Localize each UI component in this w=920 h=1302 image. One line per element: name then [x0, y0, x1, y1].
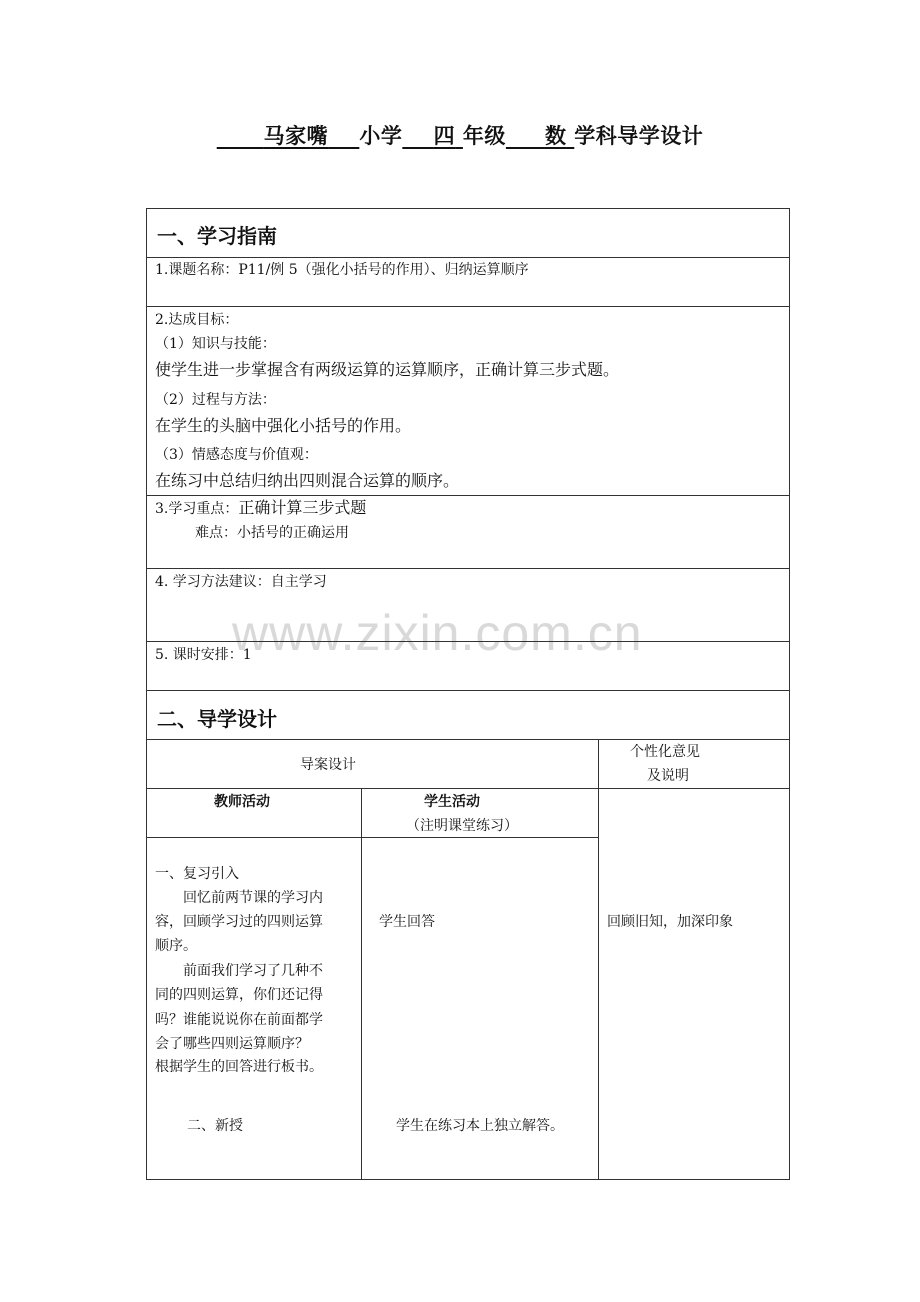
note-text: 回顾旧知，加深印象 [607, 914, 733, 930]
school-suffix: 小学 [359, 124, 403, 148]
study-method: 4. 学习方法建议：自主学习 [155, 574, 327, 590]
row-divider [146, 739, 790, 740]
row-divider [146, 788, 790, 789]
difficulty: 难点：小括号的正确运用 [195, 525, 349, 541]
student-answer: 学生回答 [379, 914, 435, 930]
row-divider [146, 641, 790, 642]
row-divider [146, 495, 790, 496]
row-divider [146, 690, 790, 691]
class-hours: 5. 课时安排：1 [155, 647, 252, 663]
watermark: www.zixin.com.cn [232, 605, 643, 661]
emotion-label: （3）情感态度与价值观： [155, 447, 318, 463]
key-point [155, 498, 366, 519]
grade-value: 四 [433, 124, 456, 148]
teacher-line: 吗？谁能说说你在前面都学 [155, 1012, 323, 1028]
goals-label: 2.达成目标： [155, 312, 239, 328]
process-label: （2）过程与方法： [155, 392, 276, 408]
teacher-line: 根据学生的回答进行板书。 [155, 1059, 323, 1075]
row-divider [146, 568, 790, 569]
notes-header-line2: 及说明 [647, 768, 689, 784]
teacher-new-lesson: 二、新授 [187, 1118, 243, 1134]
row-divider [146, 257, 790, 258]
lesson-topic: 1.课题名称：P11/例 5（强化小括号的作用）、归纳运算顺序 [155, 262, 529, 278]
teacher-line: 一、复习引入 [155, 866, 239, 882]
grade-suffix: 年级 [462, 124, 506, 148]
teacher-line: 前面我们学习了几种不 [155, 963, 323, 979]
process-goal: 在学生的头脑中强化小括号的作用。 [155, 416, 412, 435]
notes-header-line1: 个性化意见 [630, 744, 700, 760]
teacher-line: 同的四则运算，你们还记得 [155, 987, 323, 1003]
column-divider [598, 739, 599, 1180]
student-header-sub: （注明课堂练习） [406, 818, 518, 834]
teacher-line: 会了哪些四则运算顺序？ [155, 1036, 309, 1052]
teacher-line: 顺序。 [155, 938, 197, 954]
emotion-goal: 在练习中总结归纳出四则混合运算的顺序。 [155, 471, 460, 490]
knowledge-label: （1）知识与技能： [155, 336, 276, 352]
school-name: 马家嘴 [263, 124, 329, 148]
row-divider [146, 837, 598, 838]
column-divider [361, 788, 362, 1180]
page-title [0, 120, 920, 150]
student-practice: 学生在练习本上独立解答。 [396, 1118, 564, 1134]
section1-heading: 一、学习指南 [157, 224, 277, 248]
row-divider [146, 306, 790, 307]
key-point-value: 正确计算三步式题 [238, 498, 367, 517]
teacher-header: 教师活动 [214, 794, 270, 810]
key-point-label: 3.学习重点： [155, 501, 239, 517]
subject-value: 数 [544, 124, 567, 148]
knowledge-goal: 使学生进一步掌握含有两级运算的运算顺序，正确计算三步式题。 [155, 360, 620, 379]
subject-suffix: 学科导学设计 [574, 124, 704, 148]
section2-heading: 二、导学设计 [157, 707, 277, 731]
teacher-line: 容，回顾学习过的四则运算 [155, 914, 323, 930]
teacher-line: 回忆前两节课的学习内 [155, 890, 323, 906]
design-header: 导案设计 [300, 757, 356, 773]
student-header: 学生活动 [424, 794, 480, 810]
